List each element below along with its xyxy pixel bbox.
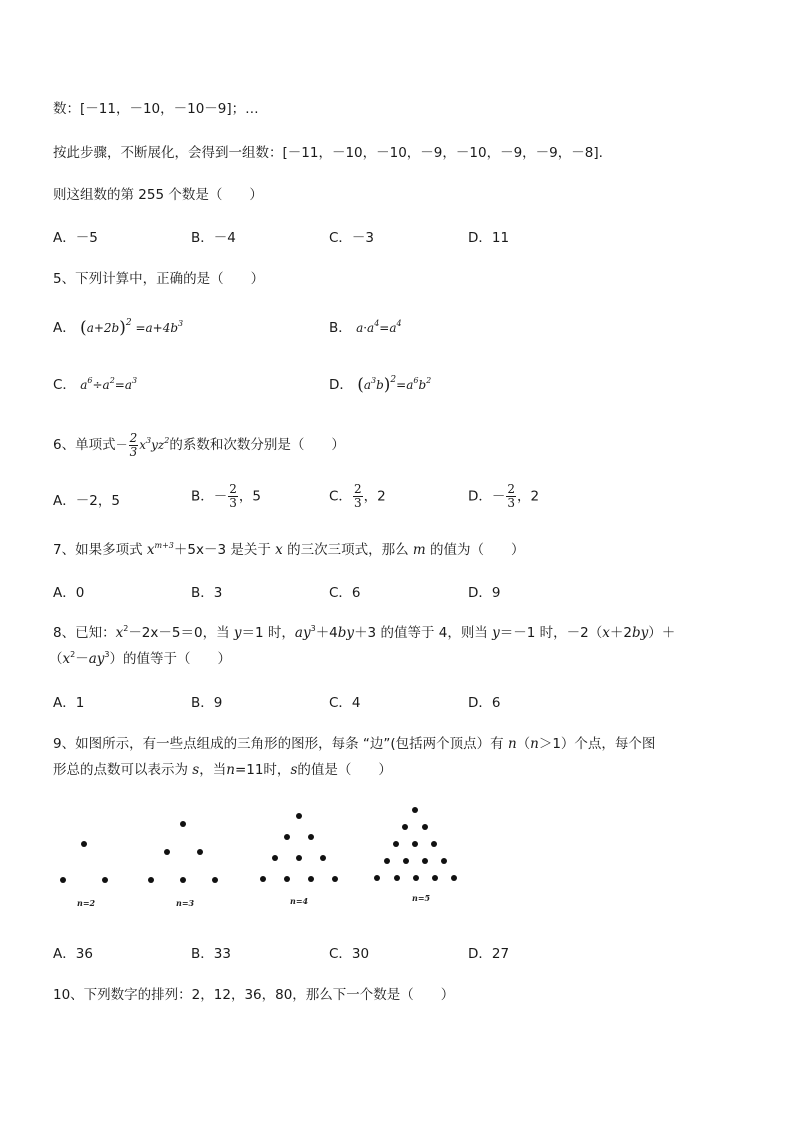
dot — [81, 841, 87, 847]
prev-option-d[interactable]: D．11 — [468, 230, 510, 246]
q7-option-d[interactable]: D．9 — [468, 585, 501, 601]
dot — [332, 876, 338, 882]
q9-option-c[interactable]: C．30 — [329, 946, 370, 962]
dot — [422, 858, 428, 864]
label-n5: n=5 — [412, 893, 431, 903]
q6-option-b[interactable]: B．－ $\frac{2}{3}$ ，5 — [191, 482, 261, 510]
dot — [412, 841, 418, 847]
dot — [296, 855, 302, 861]
q9-stem-line-2: 形总的点数可以表示为 s，当n=11时，s的值是（ ） — [53, 762, 392, 778]
label-n4: n=4 — [290, 896, 309, 906]
q6-option-c[interactable]: C． $\frac{2}{3}$ ，2 — [329, 482, 386, 510]
dot — [272, 855, 278, 861]
q10-stem: 10、下列数字的排列：2，12，36，80，那么下一个数是（ ） — [53, 987, 455, 1003]
q5-c-label: C． — [53, 377, 76, 393]
q8-option-c[interactable]: C．4 — [329, 695, 361, 711]
q8-stem-line-1: 8、已知：$x^2-2x-5=0$，当 y＝1 时，$ay^3+4by+3$ 的值等于 4，则当 y＝－1 时，－2（x＋2by）＋ — [53, 624, 676, 641]
q9-option-d[interactable]: D．27 — [468, 946, 510, 962]
q6-monomial: － $\frac{2}{3}$ $x^3yz^2$ — [115, 431, 170, 459]
prev-option-c[interactable]: C．－3 — [329, 230, 375, 246]
dot — [403, 858, 409, 864]
q7-option-b[interactable]: B．3 — [191, 585, 223, 601]
q6-option-a[interactable]: A．－2，5 — [53, 493, 120, 509]
q6-fraction: $\frac{2}{3}$ — [129, 431, 138, 459]
dot — [441, 858, 447, 864]
q7-option-c[interactable]: C．6 — [329, 585, 361, 601]
q6-option-d[interactable]: D．－ $\frac{2}{3}$ ，2 — [468, 482, 540, 510]
dot — [308, 876, 314, 882]
q6-stem: 6、单项式－ $\frac{2}{3}$ $x^3yz^2$的系数和次数分别是（ ） — [53, 431, 345, 459]
dot — [197, 849, 203, 855]
q9-stem-line-1: 9、如图所示，有一些点组成的三角形的图形，每条 “边”(包括两个顶点）有 n（n＞1）个点，每个图 — [53, 736, 656, 752]
label-n3: n=3 — [176, 898, 195, 908]
prev-option-b[interactable]: B．－4 — [191, 230, 236, 246]
dot — [212, 877, 218, 883]
dot — [394, 875, 400, 881]
q5-c-formula: $a^6\div a^2=a^3$ — [80, 376, 138, 392]
dot — [164, 849, 170, 855]
dot — [60, 877, 66, 883]
dot — [320, 855, 326, 861]
dot — [384, 858, 390, 864]
prev-line-1: 数：[－11，－10，－10－9]；… — [53, 101, 259, 117]
q6-b-fraction: $\frac{2}{3}$ — [229, 482, 237, 510]
q5-a-label: A． — [53, 320, 76, 336]
q5-option-c[interactable] — [53, 376, 137, 394]
dot — [180, 877, 186, 883]
dot — [260, 876, 266, 882]
prev-option-a[interactable]: A．－5 — [53, 230, 98, 246]
dot — [284, 834, 290, 840]
dot — [413, 875, 419, 881]
q7-stem: 7、如果多项式 $x^{m+3}+5x-3$ 是关于 x 的三次三项式，那么 m 的值为（ ） — [53, 541, 525, 558]
q9-option-a[interactable]: A．36 — [53, 946, 93, 962]
q5-d-formula: $(a^3b)^2=a^6b^2$ — [357, 375, 432, 395]
q5-stem: 5、下列计算中，正确的是（ ） — [53, 271, 265, 287]
dot — [296, 813, 302, 819]
dot — [431, 841, 437, 847]
q6-d-fraction: $\frac{2}{3}$ — [507, 482, 516, 510]
prev-line-3: 则这组数的第 255 个数是（ ） — [53, 187, 263, 203]
q8-option-d[interactable]: D．6 — [468, 695, 501, 711]
q8-option-a[interactable]: A．1 — [53, 695, 85, 711]
q9-option-b[interactable]: B．33 — [191, 946, 231, 962]
dot — [422, 824, 428, 830]
q7-option-a[interactable]: A．0 — [53, 585, 85, 601]
q5-d-label: D． — [329, 377, 353, 393]
q6-c-fraction: $\frac{2}{3}$ — [353, 482, 362, 510]
dot — [284, 876, 290, 882]
q5-option-b[interactable] — [329, 319, 402, 337]
dot — [451, 875, 457, 881]
dot — [148, 877, 154, 883]
dot — [308, 834, 314, 840]
dot — [432, 875, 438, 881]
dot — [102, 877, 108, 883]
q5-b-formula: $a\cdot a^4=a^4$ — [356, 319, 402, 335]
dot — [402, 824, 408, 830]
q8-stem-line-2: $(x^2-ay^3)$的值等于（ ） — [49, 650, 231, 667]
label-n2: n=2 — [77, 898, 96, 908]
q5-option-d[interactable] — [329, 376, 431, 394]
q5-b-label: B． — [329, 320, 352, 336]
q5-option-a[interactable] — [53, 319, 183, 337]
dot — [412, 807, 418, 813]
q5-a-formula: $(a+2b)^2 =a+4b^3$ — [80, 318, 184, 338]
dot — [393, 841, 399, 847]
q8-option-b[interactable]: B．9 — [191, 695, 223, 711]
dot — [374, 875, 380, 881]
dot — [180, 821, 186, 827]
prev-line-2: 按此步骤，不断展化，会得到一组数：[－11，－10，－10，－9，－10，－9，－9，－8]. — [53, 145, 603, 161]
